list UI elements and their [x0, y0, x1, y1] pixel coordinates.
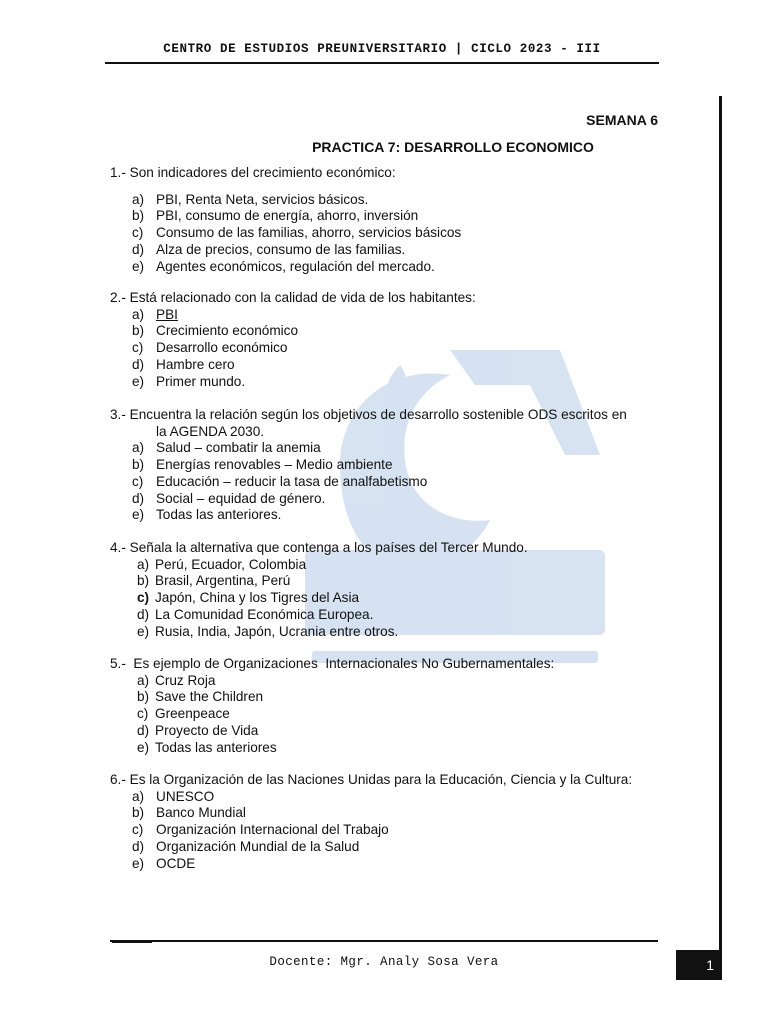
option-e: e) Agentes económicos, regulación del mercado.: [132, 258, 435, 274]
option-b: b) Crecimiento económico: [132, 323, 299, 339]
option-b: b) Banco Mundial: [132, 805, 246, 821]
option-d: d) Hambre cero: [132, 356, 235, 372]
option-e: e) Rusia, India, Japón, Ucrania entre otros.: [137, 623, 399, 639]
option-c: c) Greenpeace: [137, 706, 230, 722]
question-stem: 2.- Está relacionado con la calidad de vida de los habitantes:: [110, 290, 476, 305]
option-c: c) Organización Internacional del Trabajo: [132, 822, 389, 838]
footer-teacher: Docente: Mgr. Analy Sosa Vera: [269, 955, 499, 969]
footer-divider-accent: [112, 940, 152, 943]
option-d: d) Organización Mundial de la Salud: [132, 838, 360, 854]
question-3: [110, 407, 662, 524]
option-b: b) Energías renovables – Medio ambiente: [132, 457, 393, 473]
option-c: c) Educación – reducir la tasa de analfabetismo: [132, 473, 428, 489]
option-c: c) Consumo de las familias, ahorro, servicios básicos: [132, 225, 462, 241]
question-5: [110, 656, 662, 756]
option-a: a) UNESCO: [132, 788, 215, 804]
option-b: b) Brasil, Argentina, Perú: [137, 573, 291, 589]
option-a: a) Salud – combatir la anemia: [132, 440, 321, 456]
right-margin-rule: [719, 96, 722, 980]
question-stem: 5.- Es ejemplo de Organizaciones Internacionales No Gubernamentales:: [110, 656, 555, 671]
option-c: c) Desarrollo económico: [132, 340, 288, 356]
question-stem: 6.- Es la Organización de las Naciones Unidas para la Educación, Ciencia y la Cultura:: [110, 772, 633, 787]
question-stem: 4.- Señala la alternativa que contenga a los países del Tercer Mundo.: [110, 540, 528, 555]
option-e: e) Todas las anteriores: [137, 739, 277, 755]
question-6: [110, 772, 662, 872]
option-d: d) Proyecto de Vida: [137, 722, 259, 738]
option-e: e) Primer mundo.: [132, 373, 246, 389]
page-header: CENTRO DE ESTUDIOS PREUNIVERSITARIO | CICLO 2023 - III: [163, 42, 601, 56]
option-d: d) Alza de precios, consumo de las familias.: [132, 241, 406, 257]
question-stem-continuation: la AGENDA 2030.: [156, 423, 265, 439]
option-a: a) Perú, Ecuador, Colombia: [137, 556, 307, 572]
question-stem: 3.- Encuentra la relación según los objetivos de desarrollo sostenible ODS escritos en: [110, 407, 627, 422]
header-divider: [105, 62, 659, 64]
page-number: 1: [676, 950, 722, 980]
question-2: [110, 290, 662, 390]
option-d: d) Social – equidad de género.: [132, 490, 326, 506]
option-d: d) La Comunidad Económica Europea.: [137, 606, 374, 622]
option-a: a) Cruz Roja: [137, 672, 216, 688]
question-stem: 1.- Son indicadores del crecimiento económico:: [110, 165, 396, 180]
question-4: [110, 540, 662, 640]
option-b: b) PBI, consumo de energía, ahorro, inversión: [132, 208, 419, 224]
question-1: [110, 165, 662, 275]
option-e: e) OCDE: [132, 855, 196, 871]
option-a: a) PBI: [132, 306, 178, 322]
week-label: SEMANA 6: [586, 112, 658, 128]
option-c: c) Japón, China y los Tigres del Asia: [137, 590, 360, 606]
option-e: e) Todas las anteriores.: [132, 507, 282, 523]
option-a: a) PBI, Renta Neta, servicios básicos.: [132, 191, 369, 207]
footer-divider: [110, 940, 658, 942]
option-b: b) Save the Children: [137, 689, 264, 705]
practice-title: PRACTICA 7: DESARROLLO ECONOMICO: [312, 139, 594, 155]
